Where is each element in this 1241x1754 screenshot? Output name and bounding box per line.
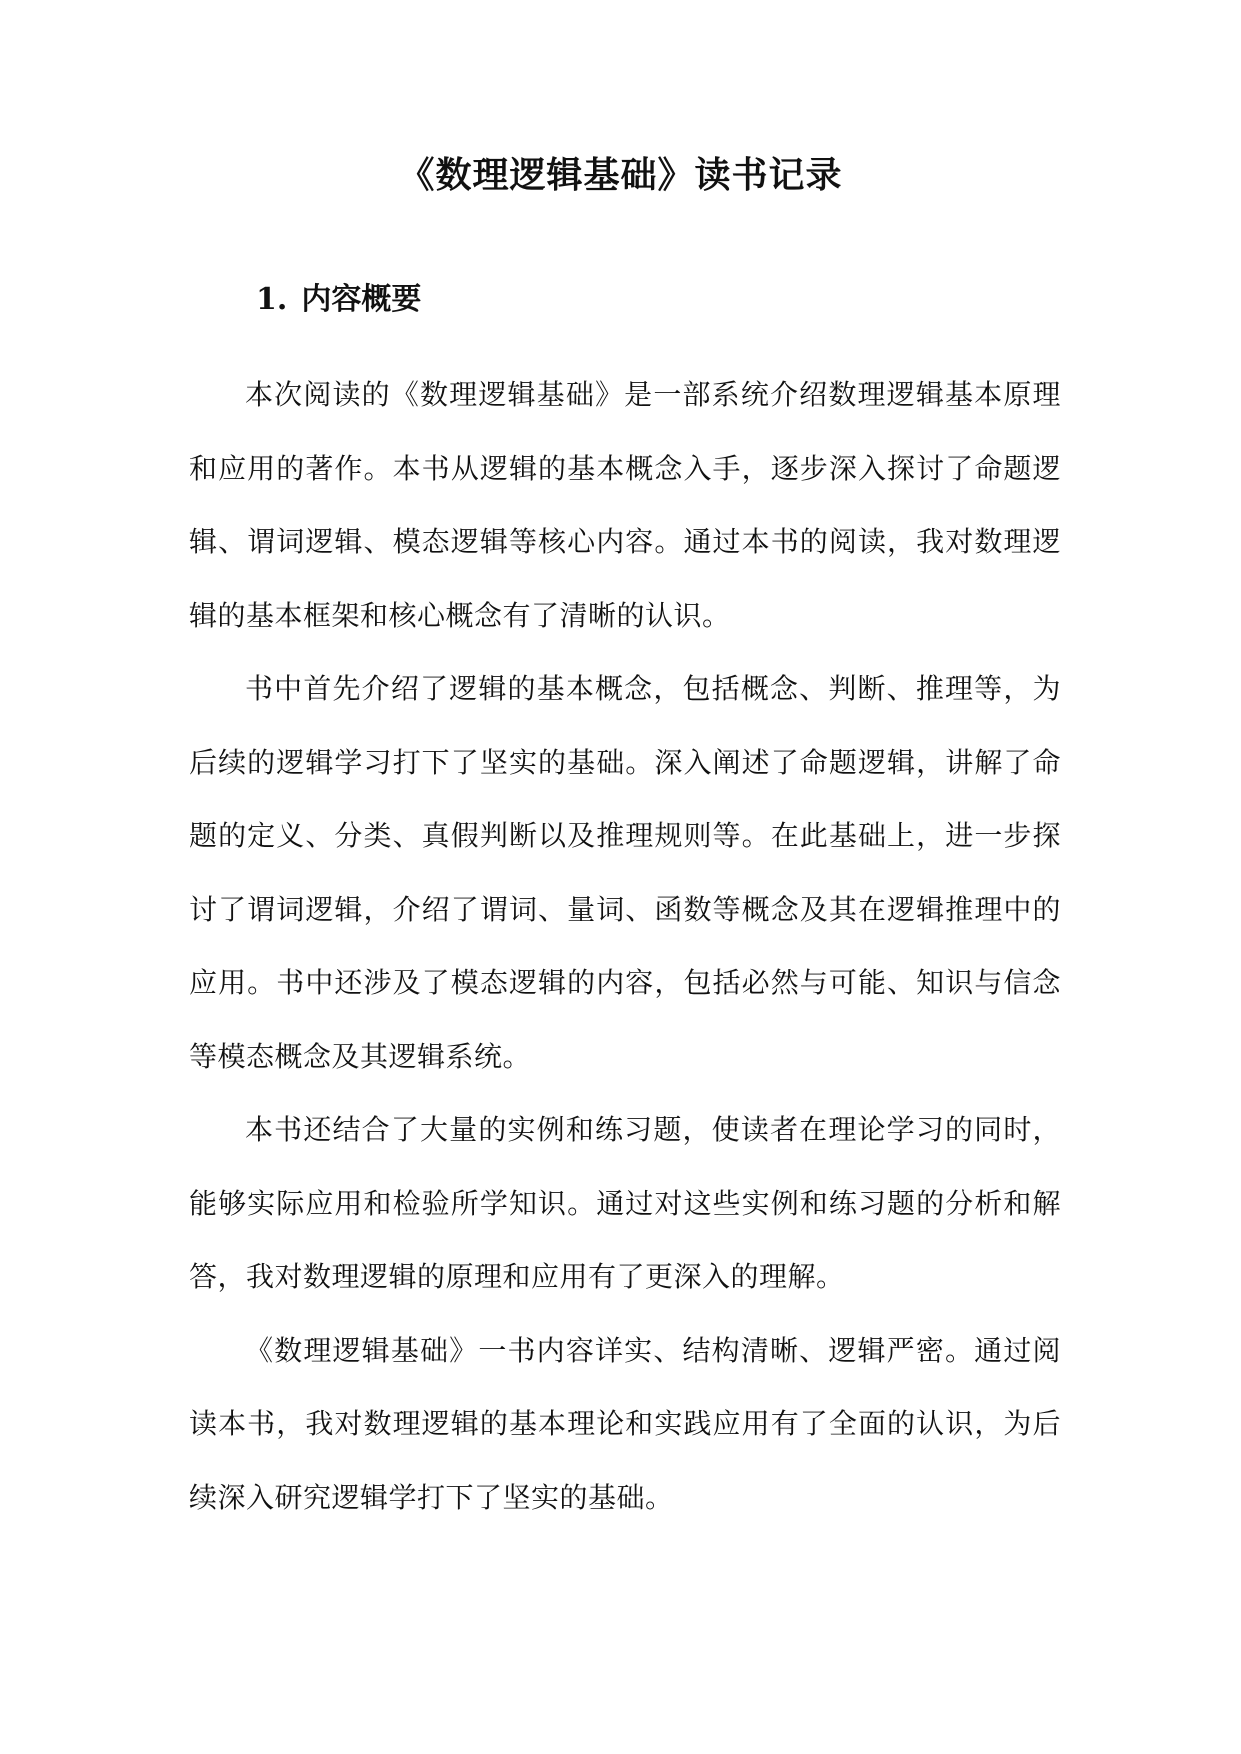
section-number: 1. (256, 282, 288, 317)
paragraph: 《数理逻辑基础》一书内容详实、结构清晰、逻辑严密。通过阅读本书，我对数理逻辑的基本理论和实践应用有了全面的认识，为后续深入研究逻辑学打下了坚实的基础。 (189, 1333, 1061, 1514)
document-title: 《数理逻辑基础》读书记录 (398, 154, 843, 196)
paragraph: 书中首先介绍了逻辑的基本概念，包括概念、判断、推理等，为后续的逻辑学习打下了坚实的基础。深入阐述了命题逻辑，讲解了命题的定义、分类、真假判断以及推理规则等。在此基础上，进一步探讨了谓词逻辑，介绍了谓词、量词、函数等概念及其在逻辑推理中的应用。书中还涉及了模态逻辑的内容，包括必然与可能、知识与信念等模态概念及其逻辑系统。 (189, 672, 1061, 1073)
section-body (189, 358, 1061, 1534)
section-title: 内容概要 (301, 282, 422, 317)
paragraph: 本次阅读的《数理逻辑基础》是一部系统介绍数理逻辑基本原理和应用的著作。本书从逻辑的基本概念入手，逐步深入探讨了命题逻辑、谓词逻辑、模态逻辑等核心内容。通过本书的阅读，我对数理逻辑的基本框架和核心概念有了清晰的认识。 (189, 378, 1061, 632)
section-heading (256, 278, 421, 322)
paragraph: 本书还结合了大量的实例和练习题，使读者在理论学习的同时，能够实际应用和检验所学知识。通过对这些实例和练习题的分析和解答，我对数理逻辑的原理和应用有了更深入的理解。 (189, 1113, 1061, 1293)
